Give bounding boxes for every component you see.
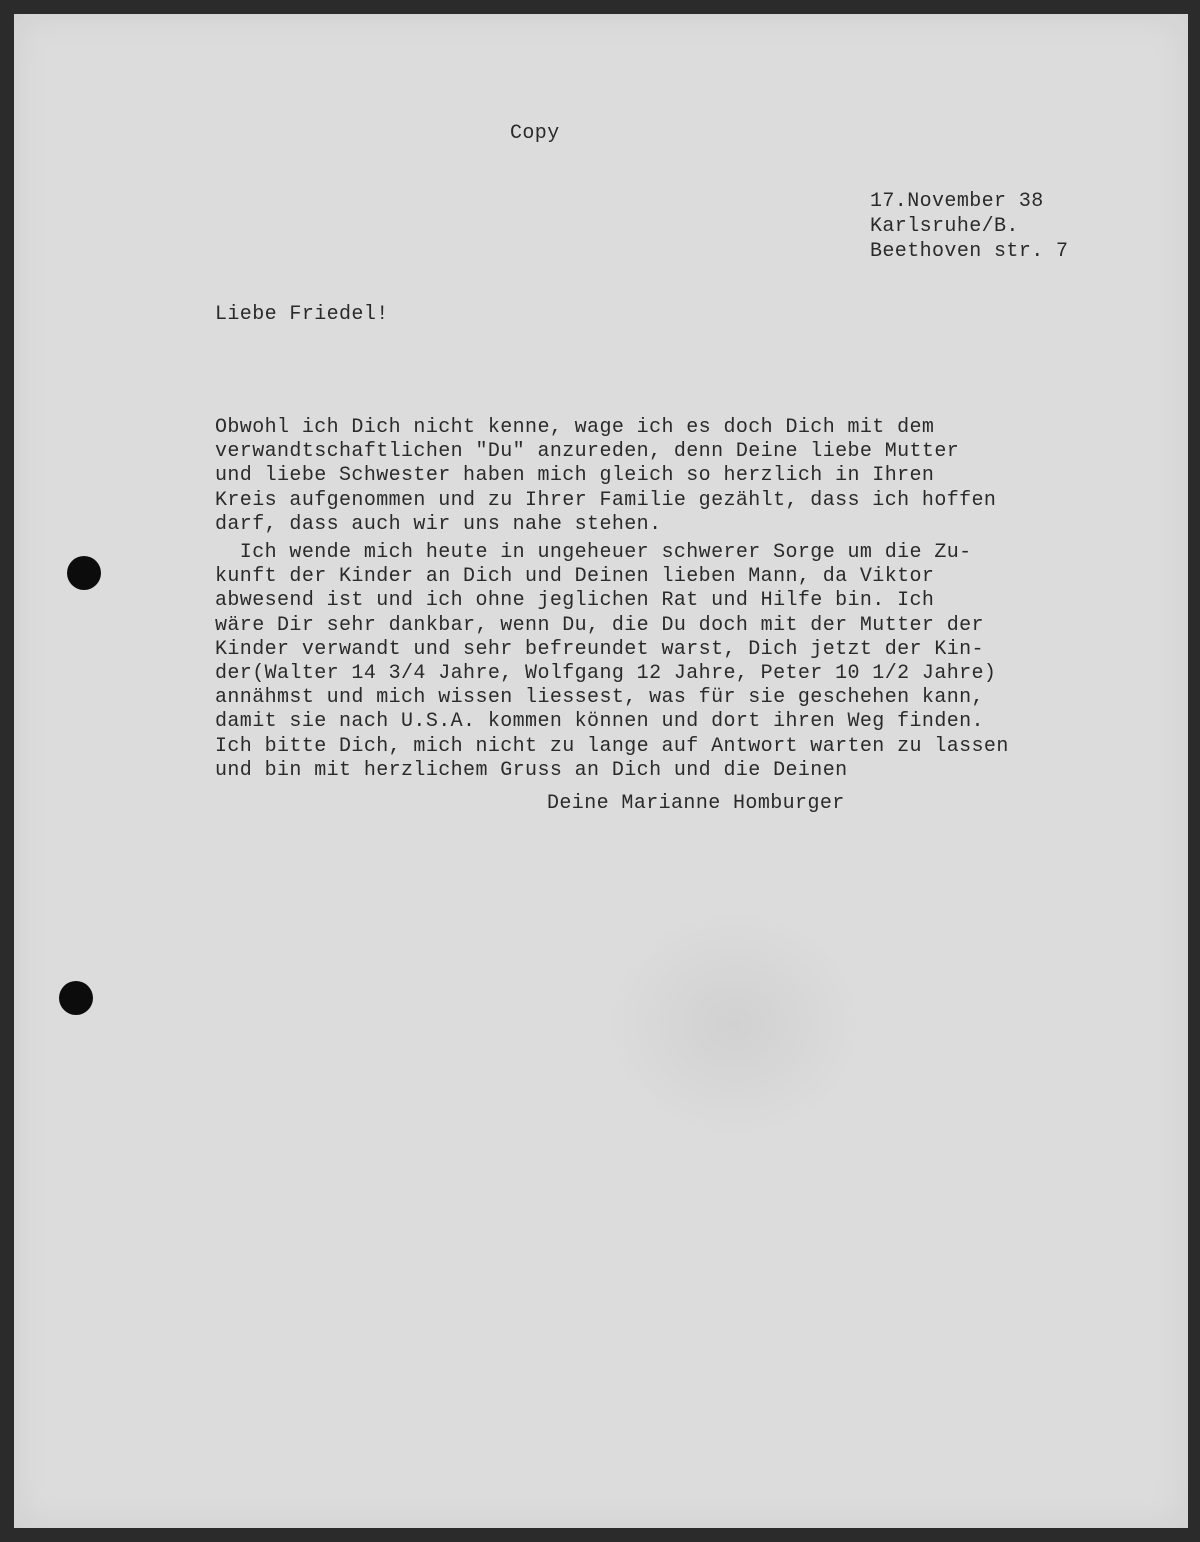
punch-hole-bottom xyxy=(59,981,93,1015)
show-through-stamp xyxy=(604,909,864,1139)
paragraph-line: und bin mit herzlichem Gruss an Dich und die Deinen xyxy=(215,758,848,782)
sender-street: Beethoven str. 7 xyxy=(870,240,1069,263)
paragraph-line: der(Walter 14 3/4 Jahre, Wolfgang 12 Jahre, Peter 10 1/2 Jahre) xyxy=(215,662,997,686)
paragraph-line: Ich bitte Dich, mich nicht zu lange auf Antwort warten zu lassen xyxy=(215,734,1009,758)
paragraph-line: Obwohl ich Dich nicht kenne, wage ich es doch Dich mit dem xyxy=(215,416,935,439)
letter-page xyxy=(14,14,1188,1528)
paragraph-2 xyxy=(215,541,1115,783)
sender-city: Karlsruhe/B. xyxy=(870,215,1019,238)
paragraph-line: Kreis aufgenommen und zu Ihrer Familie gezählt, dass ich hoffen xyxy=(215,488,997,512)
paragraph-line: verwandtschaftlichen "Du" anzureden, denn Deine liebe Mutter xyxy=(215,440,960,464)
paragraph-line: Ich wende mich heute in ungeheuer schwerer Sorge um die Zu- xyxy=(215,541,972,564)
paragraph-line: darf, dass auch wir uns nahe stehen. xyxy=(215,512,662,536)
paragraph-line: Kinder verwandt und sehr befreundet warst, Dich jetzt der Kin- xyxy=(215,637,984,661)
paragraph-line: damit sie nach U.S.A. kommen können und dort ihren Weg finden. xyxy=(215,710,984,734)
paragraph-line: und liebe Schwester haben mich gleich so herzlich in Ihren xyxy=(215,464,935,488)
copy-label: Copy xyxy=(510,122,560,145)
paragraph-1 xyxy=(215,416,1115,537)
paragraph-line: wäre Dir sehr dankbar, wenn Du, die Du doch mit der Mutter der xyxy=(215,613,984,637)
paragraph-line: kunft der Kinder an Dich und Deinen lieben Mann, da Viktor xyxy=(215,565,935,589)
signature: Deine Marianne Homburger xyxy=(547,792,845,815)
letter-date: 17.November 38 xyxy=(870,190,1044,213)
punch-hole-top xyxy=(67,556,101,590)
paragraph-line: abwesend ist und ich ohne jeglichen Rat und Hilfe bin. Ich xyxy=(215,589,935,613)
salutation: Liebe Friedel! xyxy=(215,303,389,326)
paragraph-line: annähmst und mich wissen liessest, was für sie geschehen kann, xyxy=(215,686,984,710)
